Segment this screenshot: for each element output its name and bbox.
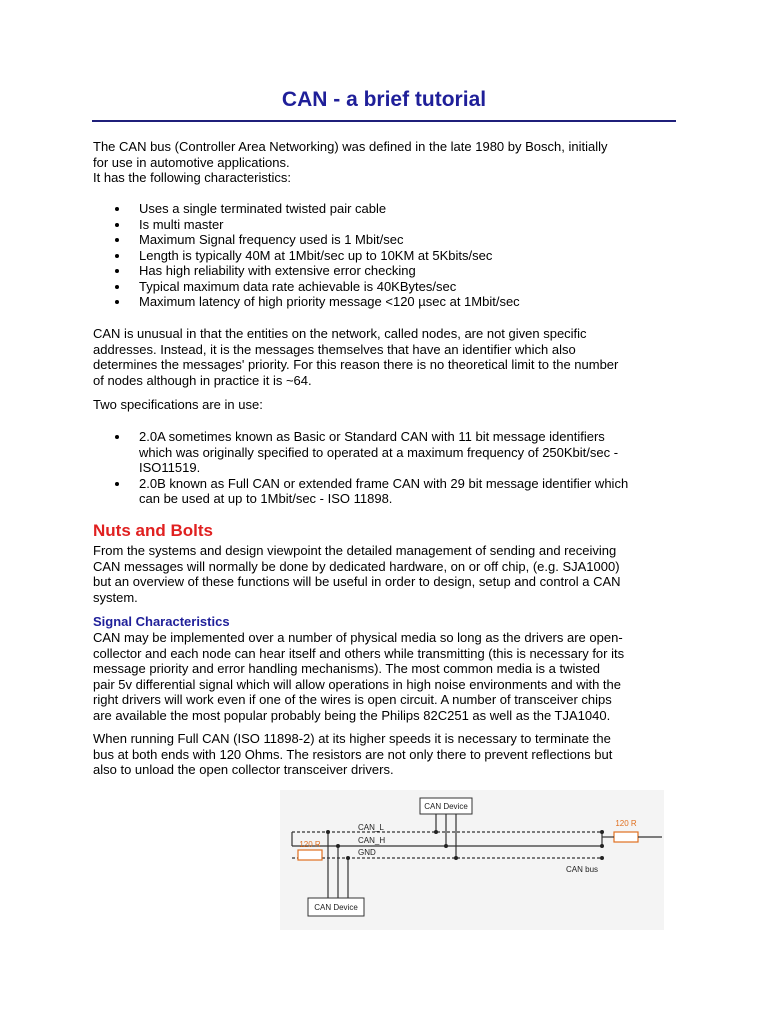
bullet-icon [115, 300, 119, 304]
can-device-bottom-label: CAN Device [314, 903, 358, 912]
list-item [93, 248, 673, 264]
junction-dot [600, 856, 604, 860]
list-item-text: 2.0A sometimes known as Basic or Standard CAN with 11 bit message identifiers [139, 429, 605, 444]
list-item [93, 429, 673, 476]
list-item-text: can be used at up to 1Mbit/sec - ISO 11898. [139, 491, 393, 506]
junction-dot [600, 830, 604, 834]
paragraph-line: are available the most popular probably being the Philips 82C251 as well as the TJA1040. [93, 707, 611, 723]
paragraph-line: right drivers will work even if one of the wires is open circuit. A number of transceiver chips [93, 692, 612, 707]
paragraph-line: bus at both ends with 120 Ohms. The resistors are not only there to prevent reflections but [93, 746, 613, 762]
can-device-top-label: CAN Device [424, 802, 468, 811]
termination-paragraph [93, 731, 673, 778]
can-bus-label: CAN bus [566, 865, 599, 874]
junction-dot [434, 830, 438, 834]
list-item-text: Maximum Signal frequency used is 1 Mbit/sec [139, 232, 404, 247]
can-bus-diagram [280, 790, 664, 930]
list-item [93, 476, 673, 507]
bullet-icon [115, 269, 119, 273]
list-item-text: Typical maximum data rate achievable is 40KBytes/sec [139, 278, 457, 294]
paragraph-line: determines the messages' priority. For this reason there is no theoretical limit to the number [93, 357, 619, 372]
junction-dot [600, 844, 604, 848]
junction-dot [346, 856, 350, 860]
paragraph-line: collector and each node can hear itself and others while transmitting (this is necessary for its [93, 645, 625, 661]
section-heading-nuts-and-bolts: Nuts and Bolts [93, 521, 213, 540]
bullet-icon [115, 207, 119, 211]
paragraph-line: addresses. Instead, it is the messages themselves that have an identifier which also [93, 341, 576, 357]
list-item [93, 201, 673, 217]
list-item [93, 263, 673, 279]
paragraph-line: also to unload the open collector transceiver drivers. [93, 762, 394, 777]
junction-dot [454, 856, 458, 860]
paragraph-line: message priority and error handling mechanisms). The most common media is a twisted [93, 661, 600, 676]
paragraph-line: but an overview of these functions will be useful in order to design, setup and control a CAN [93, 574, 621, 589]
paragraph-line: When running Full CAN (ISO 11898-2) at its higher speeds it is necessary to terminate the [93, 731, 611, 746]
nodes-paragraph [93, 326, 673, 388]
right-resistor-label: 120 R [615, 819, 637, 828]
can-bus-diagram-svg [280, 790, 664, 930]
right-resistor-icon [614, 832, 638, 842]
list-item [93, 279, 673, 295]
gnd-label: GND [358, 848, 376, 857]
bullet-icon [115, 435, 119, 439]
list-item-text: ISO11519. [139, 460, 201, 475]
list-item-text: Length is typically 40M at 1Mbit/sec up to 10KM at 5Kbits/sec [139, 247, 493, 263]
list-item-text: 2.0B known as Full CAN or extended frame CAN with 29 bit message identifier which [139, 475, 629, 491]
bullet-icon [115, 482, 119, 486]
intro-line: The CAN bus (Controller Area Networking) was defined in the late 1980 by Bosch, initially [93, 139, 608, 154]
characteristics-list [93, 201, 673, 310]
list-item-text: Has high reliability with extensive error checking [139, 263, 416, 278]
list-item-text: Uses a single terminated twisted pair cable [139, 201, 387, 216]
list-item [93, 294, 673, 310]
bullet-icon [115, 254, 119, 258]
intro-paragraph [93, 139, 673, 186]
list-item [93, 217, 673, 233]
bullet-icon [115, 285, 119, 289]
bullet-icon [115, 238, 119, 242]
can-l-label: CAN_L [358, 823, 384, 832]
can-h-label: CAN_H [358, 836, 386, 845]
junction-dot [444, 844, 448, 848]
list-item [93, 232, 673, 248]
paragraph-line: CAN may be implemented over a number of physical media so long as the drivers are open- [93, 630, 623, 645]
left-resistor-label: 120 R [299, 840, 321, 849]
left-resistor-icon [298, 850, 322, 860]
specs-list [93, 429, 673, 507]
paragraph-line: From the systems and design viewpoint the detailed management of sending and receiving [93, 543, 617, 558]
intro-line: for use in automotive applications. [93, 154, 290, 170]
list-item-text: Is multi master [139, 216, 224, 232]
nuts-paragraph [93, 543, 673, 605]
paragraph-line: CAN messages will normally be done by dedicated hardware, on or off chip, (e.g. SJA1000) [93, 558, 620, 574]
list-item-text: which was originally specified to operated at a maximum frequency of 250Kbit/sec - [139, 444, 619, 460]
specs-intro: Two specifications are in use: [93, 397, 263, 412]
paragraph-line: system. [93, 589, 138, 605]
section-heading-signal-characteristics: Signal Characteristics [93, 614, 230, 629]
signal-paragraph [93, 630, 673, 723]
paragraph-line: CAN is unusual in that the entities on the network, called nodes, are not given specific [93, 326, 587, 341]
intro-line: It has the following characteristics: [93, 170, 291, 185]
junction-dot [336, 844, 340, 848]
junction-dot [326, 830, 330, 834]
paragraph-line: pair 5v differential signal which will allow operations in high noise environments and with the [93, 676, 621, 692]
bullet-icon [115, 223, 119, 227]
title-underline [92, 120, 676, 122]
list-item-text: Maximum latency of high priority message <120 µsec at 1Mbit/sec [139, 294, 520, 309]
paragraph-line: of nodes although in practice it is ~64. [93, 372, 312, 388]
page-title: CAN - a brief tutorial [281, 88, 487, 111]
